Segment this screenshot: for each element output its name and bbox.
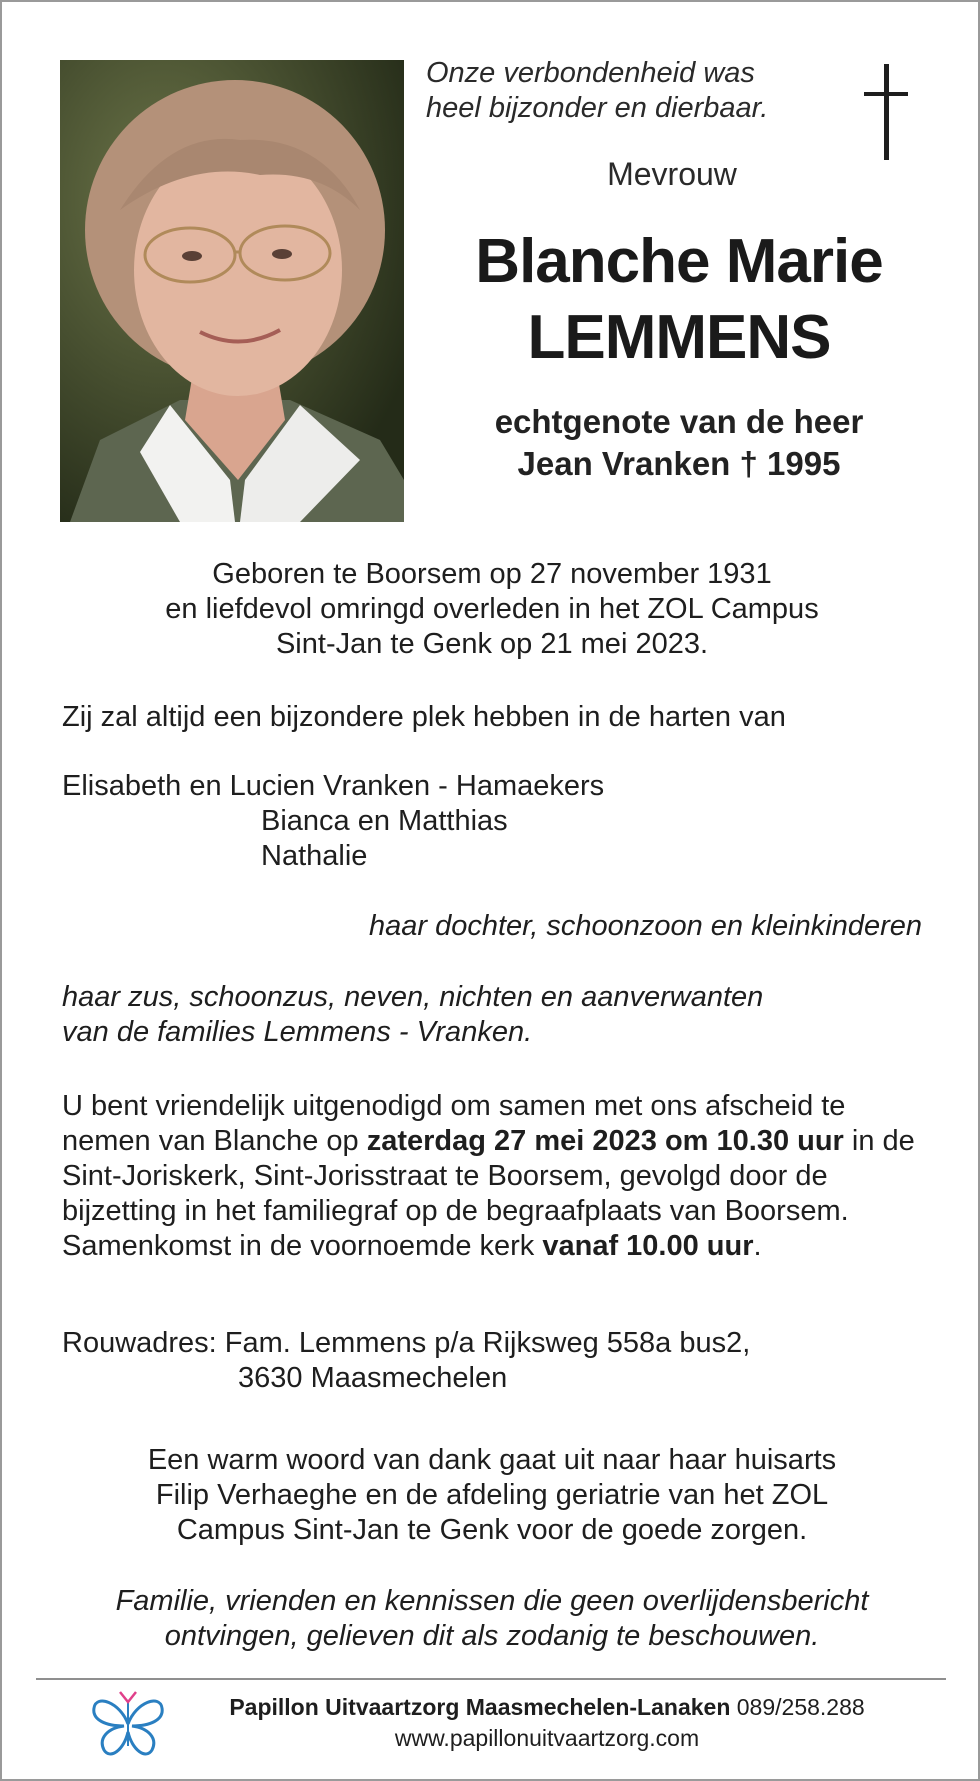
name-line-2: LEMMENS [527, 303, 831, 372]
other-relatives-line-1: haar zus, schoonzus, neven, nichten en aanverwanten [62, 981, 764, 1013]
spouse-line-1: echtgenote van de heer [494, 403, 864, 440]
family-member: Nathalie [261, 840, 368, 872]
funeral-home-info [182, 1693, 912, 1721]
thanks-line-3: Campus Sint-Jan te Genk voor de goede zorgen. [176, 1514, 808, 1546]
other-relatives-line-2: van de families Lemmens - Vranken. [62, 1016, 533, 1048]
thanks-note [62, 1443, 922, 1548]
spouse-line-2: Jean Vranken † 1995 [517, 445, 841, 482]
death-line-1: en liefdevol omringd overleden in het ZOL Campus [165, 593, 819, 625]
funeral-home-name: Papillon Uitvaartzorg Maasmechelen-Lanaken [229, 1694, 731, 1720]
invitation-text: in de Sint-Joriskerk, Sint-Jorisstraat te Boorsem, gevolgd door de bijzetting in het familiegraf op de begraafplaats van Boorsem. Samenkomst in de voornoemde kerk [62, 1125, 915, 1262]
quote-line-2: heel bijzonder en dierbaar. [426, 92, 769, 124]
death-line-2: Sint-Jan te Genk op 21 mei 2023. [275, 628, 709, 660]
deceased-name [422, 224, 936, 376]
funeral-date: zaterdag 27 mei 2023 om 10.30 uur [366, 1125, 844, 1157]
mourning-address: Rouwadres: Fam. Lemmens p/a Rijksweg 558a bus2, [62, 1327, 751, 1359]
gathering-time: vanaf 10.00 uur [542, 1230, 754, 1262]
family-intro: Zij zal altijd een bijzondere plek hebben in de harten van [62, 701, 786, 733]
family-relation: haar dochter, schoonzoon en kleinkinderen [369, 910, 922, 942]
mourning-address-city: 3630 Maasmechelen [238, 1362, 508, 1394]
memorial-quote [426, 56, 806, 126]
notice-line-1: Familie, vrienden en kennissen die geen overlijdensbericht [115, 1585, 869, 1617]
portrait-photo [60, 60, 404, 522]
family-member: Bianca en Matthias [261, 805, 508, 837]
cross-icon [864, 64, 908, 160]
title-prefix: Mevrouw [607, 156, 737, 192]
footer-divider [36, 1678, 946, 1680]
thanks-line-1: Een warm woord van dank gaat uit naar haar huisarts [147, 1444, 837, 1476]
butterfly-logo-icon [90, 1688, 166, 1760]
family-member: Elisabeth en Lucien Vranken - Hamaekers [62, 770, 605, 802]
notice-line-2: ontvingen, gelieven dit als zodanig te beschouwen. [164, 1620, 820, 1652]
notice-text [62, 1584, 922, 1654]
thanks-line-2: Filip Verhaeghe en de afdeling geriatrie van het ZOL [155, 1479, 829, 1511]
birth-line: Geboren te Boorsem op 27 november 1931 [212, 558, 772, 590]
birth-death-info [62, 557, 922, 662]
name-line-1: Blanche Marie [475, 227, 883, 296]
funeral-home-phone: 089/258.288 [730, 1694, 865, 1720]
invitation-text: . [753, 1230, 762, 1262]
funeral-home-website[interactable]: www.papillonuitvaartzorg.com [394, 1725, 700, 1751]
quote-line-1: Onze verbondenheid was [426, 57, 755, 89]
spouse-info [422, 401, 936, 485]
funeral-invitation [62, 1089, 942, 1264]
invitation-text: U bent vriendelijk uitgenodigd om samen met ons afscheid te nemen van Blanche op [62, 1090, 846, 1157]
other-relatives [62, 980, 942, 1050]
